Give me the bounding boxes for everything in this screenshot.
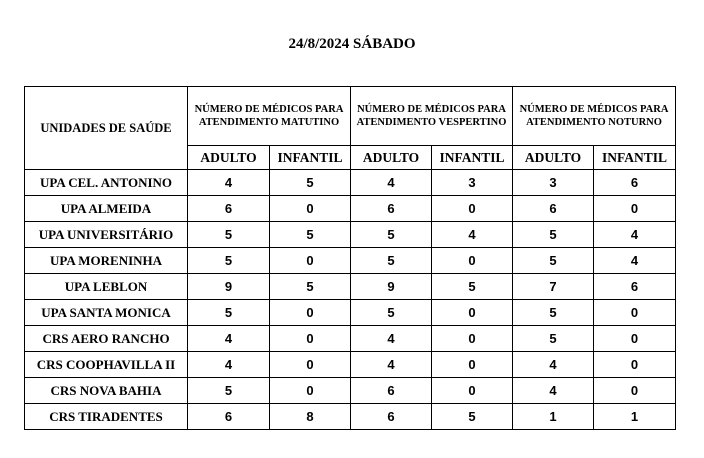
doctor-count-cell: 4 bbox=[594, 248, 676, 274]
doctor-count-cell: 8 bbox=[270, 404, 351, 430]
doctor-count-cell: 5 bbox=[270, 274, 351, 300]
doctor-count-cell: 5 bbox=[270, 170, 351, 196]
doctor-count-cell: 4 bbox=[351, 170, 432, 196]
table-row bbox=[25, 170, 676, 196]
group-header-vespertino: NÚMERO DE MÉDICOS PARA ATENDIMENTO VESPERTINO bbox=[351, 87, 513, 146]
group-header-matutino: NÚMERO DE MÉDICOS PARA ATENDIMENTO MATUTINO bbox=[188, 87, 351, 146]
subheader-adulto: ADULTO bbox=[513, 146, 594, 170]
doctor-count-cell: 0 bbox=[432, 196, 513, 222]
doctor-count-cell: 5 bbox=[432, 404, 513, 430]
doctor-count-cell: 7 bbox=[513, 274, 594, 300]
doctor-count-cell: 0 bbox=[594, 378, 676, 404]
doctor-count-cell: 0 bbox=[594, 352, 676, 378]
page-title: 24/8/2024 SÁBADO bbox=[288, 36, 416, 52]
subheader-infantil: INFANTIL bbox=[594, 146, 676, 170]
doctor-count-cell: 3 bbox=[432, 170, 513, 196]
header-row bbox=[25, 87, 676, 146]
doctor-count-cell: 5 bbox=[351, 300, 432, 326]
unit-name-cell: CRS TIRADENTES bbox=[25, 404, 188, 430]
doctor-count-cell: 5 bbox=[513, 300, 594, 326]
doctor-count-cell: 5 bbox=[188, 222, 270, 248]
doctor-count-cell: 5 bbox=[188, 378, 270, 404]
doctor-count-cell: 4 bbox=[594, 222, 676, 248]
doctor-count-cell: 0 bbox=[432, 326, 513, 352]
doctor-count-cell: 5 bbox=[513, 248, 594, 274]
unit-name-cell: CRS NOVA BAHIA bbox=[25, 378, 188, 404]
doctor-count-cell: 0 bbox=[432, 300, 513, 326]
doctor-count-cell: 9 bbox=[351, 274, 432, 300]
doctor-count-cell: 6 bbox=[188, 404, 270, 430]
subheader-infantil: INFANTIL bbox=[432, 146, 513, 170]
table-row bbox=[25, 326, 676, 352]
doctor-count-cell: 6 bbox=[351, 196, 432, 222]
table-row bbox=[25, 248, 676, 274]
subheader-adulto: ADULTO bbox=[351, 146, 432, 170]
doctor-count-cell: 4 bbox=[188, 170, 270, 196]
doctor-count-cell: 4 bbox=[513, 352, 594, 378]
doctor-count-cell: 4 bbox=[188, 326, 270, 352]
doctor-count-cell: 4 bbox=[351, 352, 432, 378]
unit-name-cell: CRS COOPHAVILLA II bbox=[25, 352, 188, 378]
subheader-adulto: ADULTO bbox=[188, 146, 270, 170]
table-row bbox=[25, 404, 676, 430]
doctor-count-cell: 0 bbox=[270, 300, 351, 326]
table-row bbox=[25, 300, 676, 326]
doctor-count-cell: 0 bbox=[270, 248, 351, 274]
doctor-count-cell: 4 bbox=[513, 378, 594, 404]
subheader-infantil: INFANTIL bbox=[270, 146, 351, 170]
unit-name-cell: UPA UNIVERSITÁRIO bbox=[25, 222, 188, 248]
unit-name-cell: UPA SANTA MONICA bbox=[25, 300, 188, 326]
doctor-count-cell: 0 bbox=[270, 378, 351, 404]
table-row bbox=[25, 274, 676, 300]
doctor-count-cell: 0 bbox=[432, 378, 513, 404]
doctor-count-cell: 5 bbox=[188, 300, 270, 326]
doctor-count-cell: 4 bbox=[432, 222, 513, 248]
table-row bbox=[25, 378, 676, 404]
doctor-count-cell: 6 bbox=[594, 274, 676, 300]
doctor-count-cell: 0 bbox=[432, 248, 513, 274]
doctor-count-cell: 0 bbox=[432, 352, 513, 378]
table-row bbox=[25, 196, 676, 222]
unit-name-cell: UPA ALMEIDA bbox=[25, 196, 188, 222]
doctor-count-cell: 5 bbox=[351, 222, 432, 248]
doctor-count-cell: 6 bbox=[351, 378, 432, 404]
doctor-count-cell: 0 bbox=[270, 352, 351, 378]
table-body bbox=[25, 170, 676, 430]
doctor-count-cell: 0 bbox=[594, 196, 676, 222]
doctor-count-cell: 5 bbox=[432, 274, 513, 300]
doctors-schedule-table bbox=[24, 86, 676, 430]
doctor-count-cell: 5 bbox=[270, 222, 351, 248]
doctor-count-cell: 6 bbox=[513, 196, 594, 222]
doctor-count-cell: 4 bbox=[351, 326, 432, 352]
doctor-count-cell: 0 bbox=[270, 326, 351, 352]
doctor-count-cell: 0 bbox=[594, 300, 676, 326]
doctor-count-cell: 9 bbox=[188, 274, 270, 300]
doctor-count-cell: 3 bbox=[513, 170, 594, 196]
unit-name-cell: UPA MORENINHA bbox=[25, 248, 188, 274]
units-column-header: UNIDADES DE SAÚDE bbox=[25, 87, 188, 170]
doctor-count-cell: 0 bbox=[594, 326, 676, 352]
doctor-count-cell: 0 bbox=[270, 196, 351, 222]
doctor-count-cell: 6 bbox=[188, 196, 270, 222]
unit-name-cell: UPA LEBLON bbox=[25, 274, 188, 300]
unit-name-cell: UPA CEL. ANTONINO bbox=[25, 170, 188, 196]
doctor-count-cell: 6 bbox=[594, 170, 676, 196]
doctor-count-cell: 4 bbox=[188, 352, 270, 378]
doctor-count-cell: 5 bbox=[513, 326, 594, 352]
table-row bbox=[25, 352, 676, 378]
doctor-count-cell: 5 bbox=[513, 222, 594, 248]
doctor-count-cell: 5 bbox=[351, 248, 432, 274]
doctor-count-cell: 6 bbox=[351, 404, 432, 430]
group-header-noturno: NÚMERO DE MÉDICOS PARA ATENDIMENTO NOTURNO bbox=[513, 87, 676, 146]
doctor-count-cell: 1 bbox=[513, 404, 594, 430]
doctor-count-cell: 1 bbox=[594, 404, 676, 430]
doctor-count-cell: 5 bbox=[188, 248, 270, 274]
table-row bbox=[25, 222, 676, 248]
unit-name-cell: CRS AERO RANCHO bbox=[25, 326, 188, 352]
